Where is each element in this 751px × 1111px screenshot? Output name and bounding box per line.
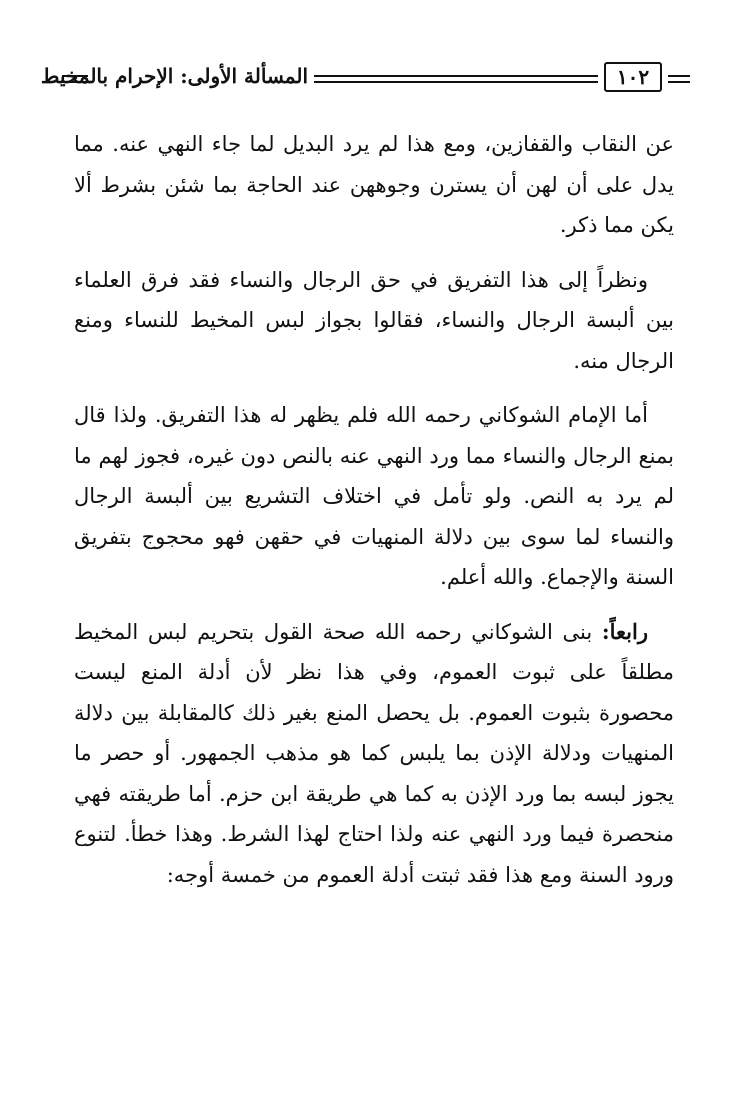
paragraph (74, 612, 674, 896)
header-rule-right (668, 75, 690, 83)
page-number: ١٠٢ (604, 62, 662, 92)
header-rule-middle (314, 75, 598, 83)
paragraph-text: بنى الشوكاني رحمه الله صحة القول بتحريم لبس المخيط مطلقاً على ثبوت العموم، وفي هذا نظر لأن أدلة المنع ليست محصورة بثبوت العموم. بل يحصل المنع بغير ذلك كالمقابلة بين دلالة المنهيات ودلالة الإذن بما يلبس كما هو مذهب الجمهور. أو حصر ما يجوز لبسه بما ورد الإذن به كما هي طريقة ابن حزم. أما طريقته فهي منحصرة فيما ورد النهي عنه ولذا احتاج لهذا الشرط. وهذا خطأ. لتنوع ورود السنة ومع هذا فقد ثبتت أدلة العموم من خمسة أوجه: (74, 619, 674, 887)
running-header (40, 62, 690, 96)
paragraph: ونظراً إلى هذا التفريق في حق الرجال والنساء فقد فرق العلماء بين ألبسة الرجال والنساء، فقالوا بجواز لبس المخيط للنساء ومنع الرجال منه. (74, 267, 674, 373)
paragraph: أما الإمام الشوكاني رحمه الله فلم يظهر له هذا التفريق. ولذا قال بمنع الرجال والنساء مما ورد النهي عنه بالنص دون غيره، فجوز لهم ما لم يرد به النص. ولو تأمل في اختلاف التشريع بين ألبسة الرجال والنساء لما سوى بين دلالة المنهيات في حقهن فهو محجوج بتفريق السنة والإجماع. والله أعلم. (74, 403, 674, 589)
header-title: المسألة الأولى: الإحرام بالمخيط (40, 64, 308, 88)
paragraph: عن النقاب والقفازين، ومع هذا لم يرد البديل لما جاء النهي عنه. مما يدل على أن لهن أن يسترن وجوههن عند الحاجة بما شئن بشرط ألا يكن مما ذكر. (74, 132, 674, 237)
paragraph-lead: رابعاً: (601, 618, 648, 644)
body-text (74, 124, 674, 909)
